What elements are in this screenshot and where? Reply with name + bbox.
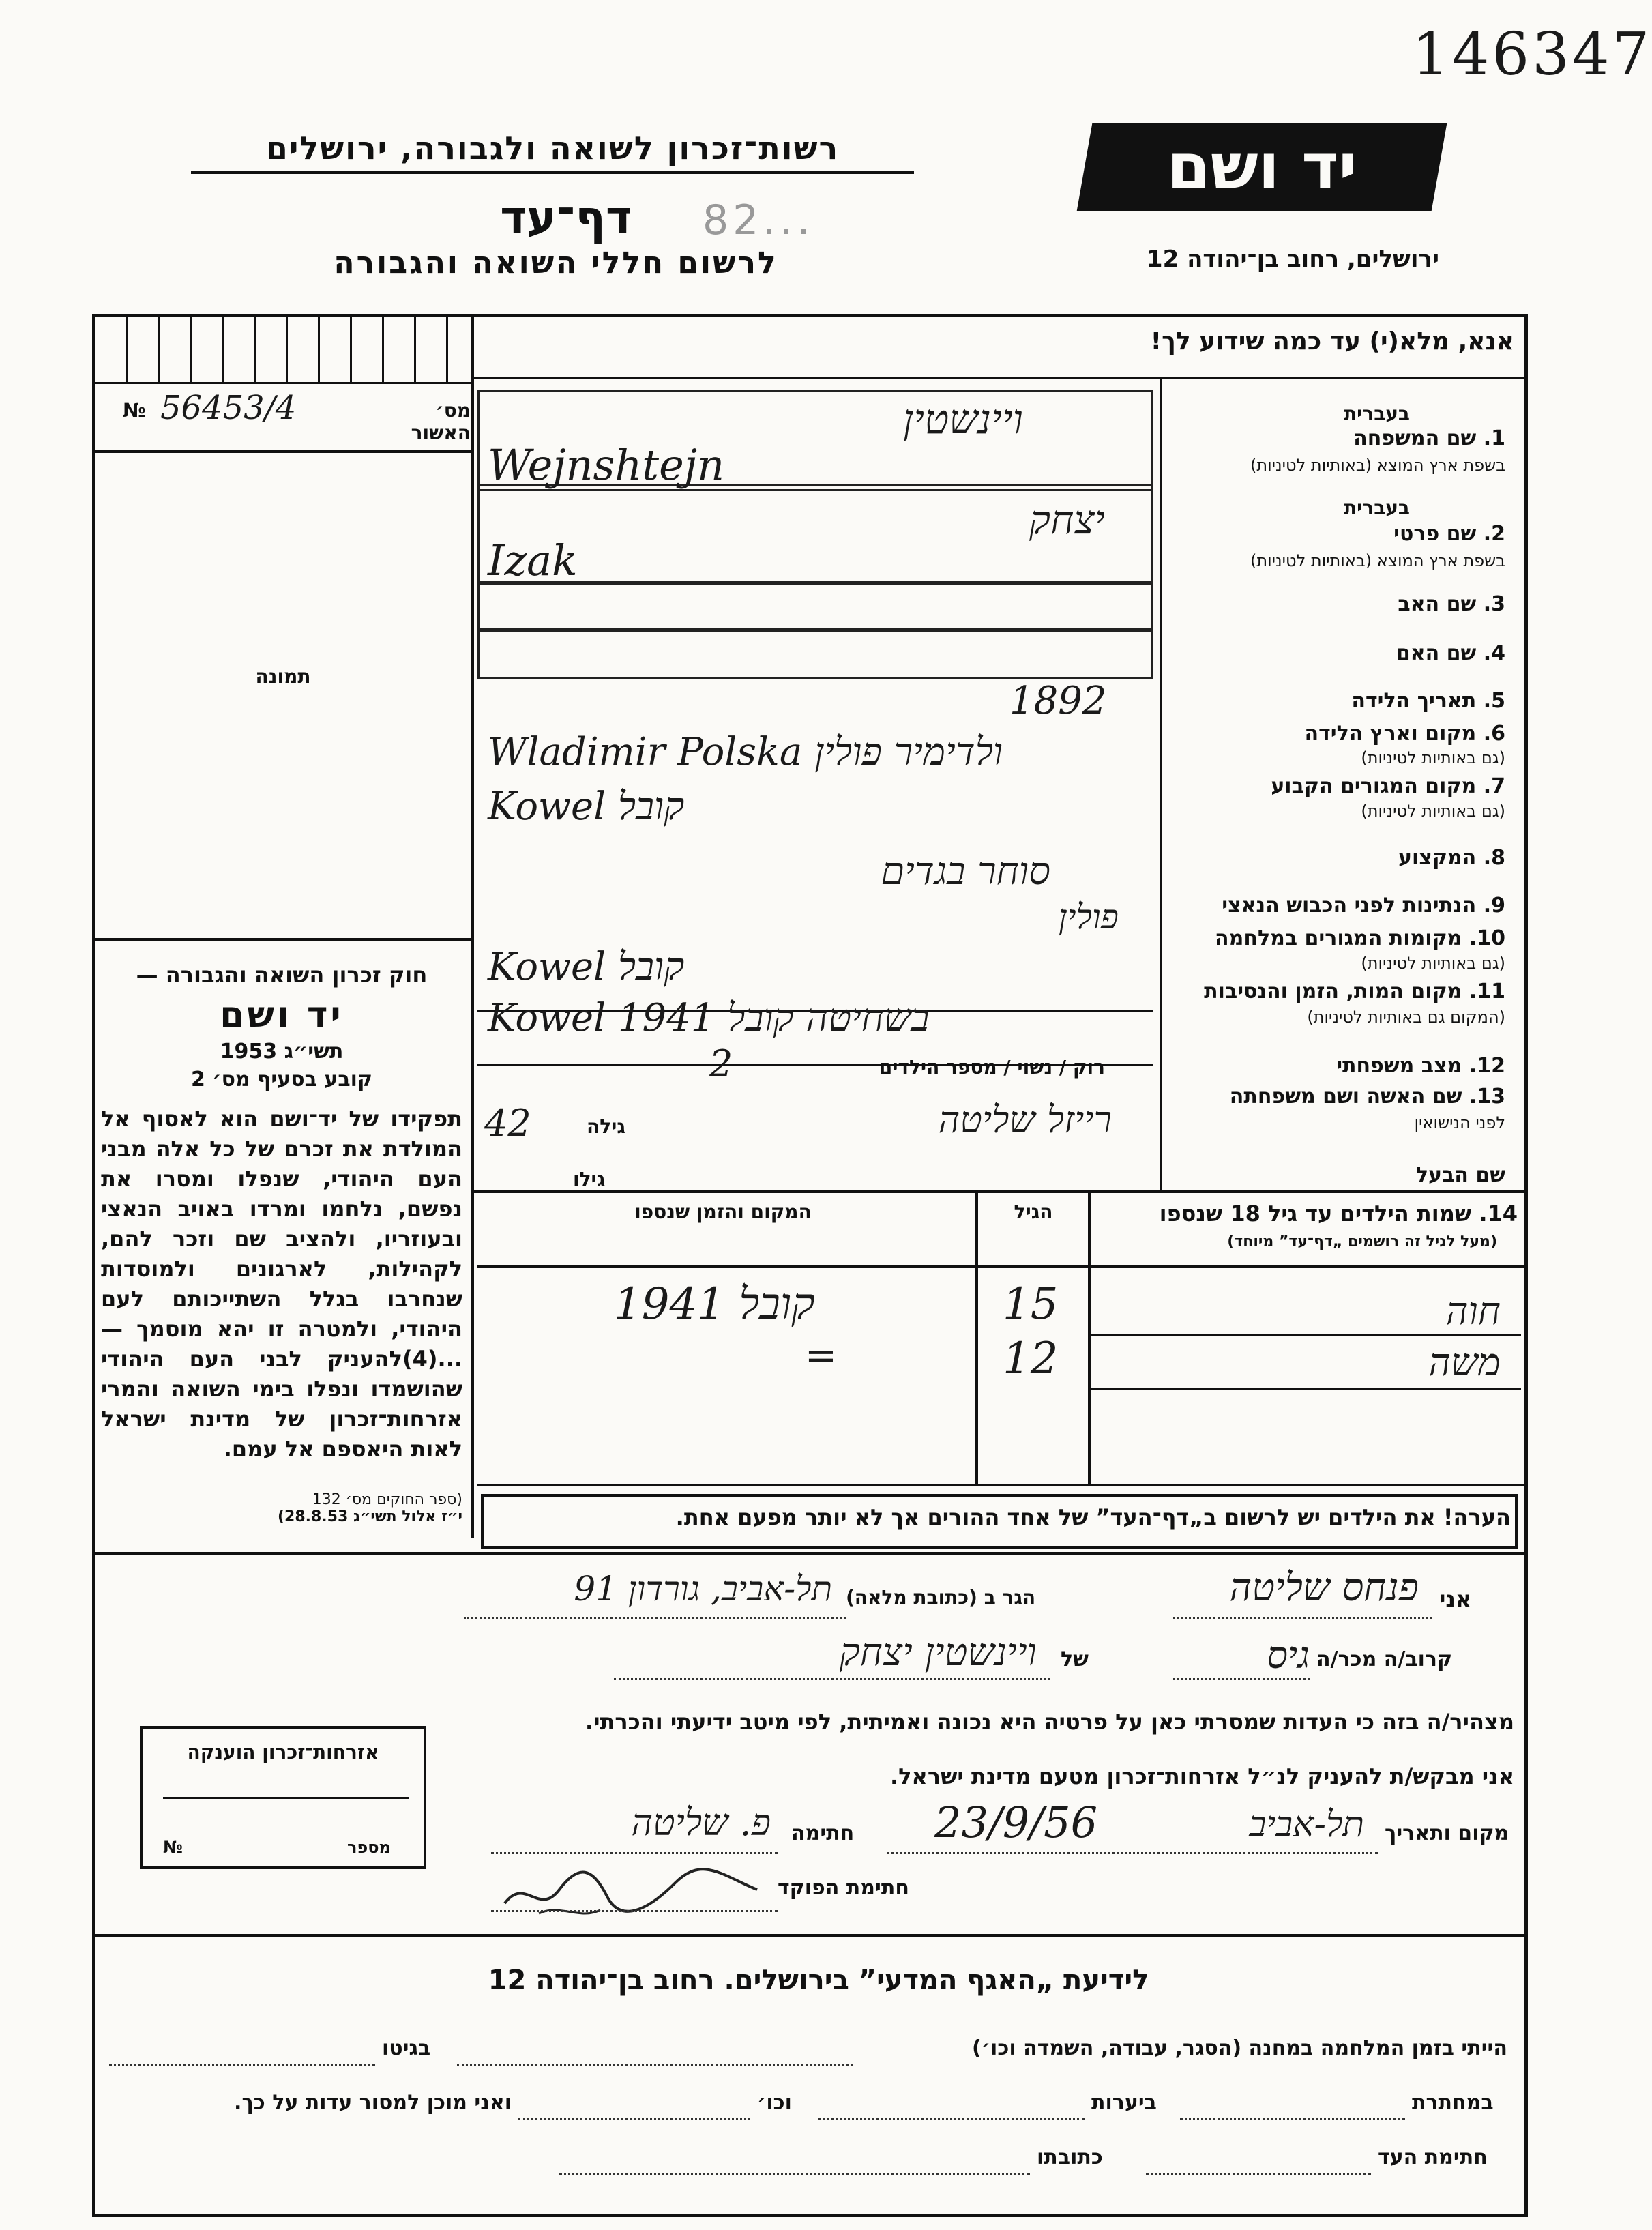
place-date-line[interactable] [887,1852,1378,1854]
witness-address-line[interactable] [464,1617,846,1619]
children-col-divider [975,1190,978,1484]
declaration: מצהיר/ה בזה כי העדות שמסרתי כאן על פרטיה היא נכונה ואמיתית, לפי מיטב ידיעתי והכרתי. [585,1709,1514,1735]
footer-line3-b: כתובתו [1037,2145,1103,2169]
child-age: 15 [1003,1279,1059,1330]
citizenship-box [140,1726,426,1869]
wife-age-label: גילה [587,1115,625,1138]
signature-line[interactable] [491,1852,778,1854]
field-11-value: Kowel 1941 בשחיטה קובל [488,996,930,1040]
field-11-label: 11. מקום המות, הזמן והנסיבות [1204,980,1505,1003]
field-10-label: 10. מקומות המגורים במלחמה [1215,926,1505,950]
footer-line2-c: וכו׳ [757,2091,792,2115]
field-2-heb: בעברית [1343,497,1410,519]
law-panel [101,962,462,1525]
officer-signature [498,1855,771,1924]
field-1-label: 1. שם המשפחה [1353,426,1505,450]
relation-line[interactable] [1173,1678,1310,1680]
stamp-number: 82... [703,196,814,244]
field-6-label: 6. מקום וארץ הלידה [1304,722,1505,746]
field-1-sub: בשפת ארץ המוצא (באותיות לטיניות) [1250,456,1505,475]
footer-etc-line[interactable] [518,2118,750,2120]
photo-box-bottom [95,938,471,941]
field-11-sub: (המקום גם באותיות לטיניות) [1307,1008,1505,1027]
field-1-heb: בעברית [1343,402,1410,425]
yad-vashem-logo [1077,123,1447,211]
witness-name: פנחס שליטה [1229,1566,1419,1610]
officer-label: חתימת הפוקד [778,1876,909,1900]
field-12-value: 2 [709,1042,733,1085]
footer-camp-line[interactable] [457,2064,853,2066]
footer-line2-a: במחתרת [1412,2091,1494,2115]
approval-number: 56453/4 [160,389,297,427]
children-title-sub: (מעל לגיל זה רושמים „דף־עד” מיוחד) [1227,1233,1497,1250]
relation-value: גיס [1267,1634,1310,1677]
signature-value: פ. שליטה [631,1801,771,1844]
wife-age: 42 [484,1102,531,1145]
law-ref-1: (ספר החוקים מס׳ 132 [312,1491,462,1508]
field-2-label: 2. שם פרטי [1393,522,1505,546]
signature-label: חתימה [791,1821,855,1845]
authority-title: רשות־זכרון לשואה ולגבורה, ירושלים [265,130,840,166]
field-13-label: 13. שם האשה ושם משפחתה [1229,1085,1505,1109]
witness-address-label: הגר ב (כתובת מלאה) [846,1586,1036,1609]
note: הערה! את הילדים יש לרשום ב„דף־העד” של אחד ההורים אך לא יותר מפעם אחת. [675,1504,1511,1530]
citizenship-rule [163,1797,409,1799]
law-body: תפקידו של יד־ושם הוא לאסוף אל המולדת את זכרם של כל אלה מבני העם היהודי, שנפלו ומסרו את נפשם, נלחמו ומרדו באויב הנאצי ובעוזריו, ולהציב שם וזכר להם, לקהילות, לארגונים ולמוסדות שנחרבו בגלל השתייכותם לעם היהודי, ולמטרה זו יהא מוסמך — ...(4)להעניק לבני העם היהודי שהושמדו ונפלו בימי השואה והמרי אזרחות־זכרון של מדינת ישראל לאות היאספם אל עמם. [101,1106,462,1462]
field-8-label: 8. המקצוע [1398,846,1505,870]
children-bottom-rule [477,1484,1524,1486]
field-10-value: Kowel קובל [488,945,685,989]
field-13-value: רייזל שליטה [938,1098,1112,1141]
field-6-value: Wladimir Polska ולדימיר פולין [488,730,1003,774]
field-7-label: 7. מקום המגורים הקבוע [1271,774,1505,798]
field-9-value: פולין [1058,897,1119,937]
of-value: ויינשטין יצחק [839,1630,1037,1675]
form-title: דף־עד [500,191,632,244]
approval-prefix: № [123,399,146,422]
field-12-options: רוק / נשוי / מספר הילדים [879,1056,1105,1079]
child-place: = [805,1334,837,1378]
footer-line1-b: בגיטו [382,2036,431,2060]
header-address: ירושלים, רחוב בן־יהודה 12 [1146,246,1439,273]
instruction: אנא, מלא(י) עד כמה שידוע לך! [1150,327,1514,355]
photo-label: תמונה [255,665,311,688]
child-age: 12 [1003,1334,1059,1384]
witness-i-label: אני [1439,1586,1472,1612]
entry-box-3[interactable] [477,581,1153,630]
field-12-label: 12. מצב משפחתי [1336,1054,1505,1078]
child-name: משה [1428,1340,1501,1385]
field-8-value: סוחר בגדים [881,849,1050,894]
field-6-sub: (גם באותיות לטיניות) [1361,748,1505,767]
form-subtitle: לרשום חללי השואה והגבורה [334,246,778,280]
law-name: יד ושם [220,995,344,1036]
law-title: חוק זכרון השואה והגבורה — [136,962,428,988]
children-top-rule [474,1190,1524,1193]
field-10-sub: (גם באותיות לטיניות) [1361,954,1505,973]
children-col-place: המקום והזמן שנספו [634,1201,812,1223]
citizenship-prefix: № [163,1838,183,1857]
footer-forests-line[interactable] [818,2118,1085,2120]
footer-line2-b: ביערות [1091,2091,1157,2115]
field-4-label: 4. שם האם [1396,641,1505,665]
law-ref-2: י״ז אלול תשי״ג 28.8.53) [277,1508,462,1525]
field-7-sub: (גם באותיות לטיניות) [1361,802,1505,821]
children-col-divider [1088,1190,1091,1484]
field-1-latin-value: Wejnshtejn [488,440,725,490]
field-1-hebrew-value: ויינשטין [902,396,1023,443]
archive-number: 146347 [1412,20,1652,89]
children-title: 14. שמות הילדים עד גיל 18 שנספו [1159,1201,1518,1227]
child-place: 1941 קובל [614,1279,815,1330]
approval-box [95,314,471,453]
husband-age-label: גילו [573,1168,606,1190]
footer-line2-d: ואני מוכן למסור עדות על כך. [234,2091,512,2115]
footer-ghetto-line[interactable] [109,2064,375,2066]
relation-label: קרוב/ה מכר/ה [1316,1647,1453,1671]
field-9-label: 9. הנתינות לפני הכבוש הנאצי [1222,894,1505,918]
approval-label: מס׳ האשור [411,399,471,444]
place-value: תל-אביב [1249,1804,1364,1845]
footer-line1-a: הייתי בזמן המלחמה במחנה (הסגר, עבודה, השמדה וכו׳) [972,2036,1507,2060]
left-column-divider [471,314,474,1538]
footer-underground-line[interactable] [1180,2118,1405,2120]
children-col-age: הגיל [1014,1201,1053,1223]
instruction-rule [474,377,1524,379]
field-2-latin-value: Izak [488,536,578,585]
citizenship-title: אזרחות־זכרון הוענקה [187,1741,379,1763]
witness-address: תל-אביב, גורדון 91 [574,1569,832,1609]
logo-text: יד ושם [1166,130,1357,203]
field-2-sub: בשפת ארץ המוצא (באותיות לטיניות) [1250,551,1505,570]
note-bottom-rule [95,1552,1524,1555]
footer-line3-a: חתימת העד [1378,2145,1488,2169]
request: אני מבקש/ת להעניק לנ״ל אזרחות־זכרון מטעם מדינת ישראל. [890,1763,1514,1789]
child-name: חוה [1445,1289,1501,1334]
entry-box-4[interactable] [477,630,1153,679]
children-row-rule [1091,1334,1521,1336]
footer-witness-sign-line[interactable] [1146,2173,1371,2175]
label-column-divider [1160,379,1162,1190]
officer-line[interactable] [491,1910,778,1912]
footer-top-rule [95,1934,1524,1937]
footer-title: לידיעת „האגף המדעי” בירושלים. רחוב בן־יהודה 12 [488,1965,1149,1996]
law-clause: קובע בסעיף מס׳ 2 [190,1068,373,1091]
citizenship-number-label: מספר [347,1838,391,1857]
field-5-label: 5. תאריך הלידה [1351,689,1505,713]
place-date-label: מקום ותאריך [1385,1821,1509,1845]
law-year: תשי״ג 1953 [220,1040,344,1063]
of-label: של [1061,1647,1089,1671]
witness-name-line[interactable] [1173,1617,1432,1619]
husband-label: שם הבעל [1415,1163,1505,1187]
of-line[interactable] [614,1678,1050,1680]
field-13-sub: לפני הנישואין [1414,1113,1505,1132]
field-2-hebrew-value: יצחק [1029,497,1105,543]
children-row-rule [1091,1388,1521,1390]
approval-grid [95,314,471,384]
children-header-rule [477,1265,1524,1268]
field-7-value: Kowel קובל [488,784,685,829]
field-3-label: 3. שם האב [1398,592,1505,616]
footer-address-line[interactable] [559,2173,1030,2175]
field-5-value: 1892 [1009,679,1107,723]
date-value: 23/9/56 [934,1798,1098,1847]
authority-underline [191,171,914,174]
